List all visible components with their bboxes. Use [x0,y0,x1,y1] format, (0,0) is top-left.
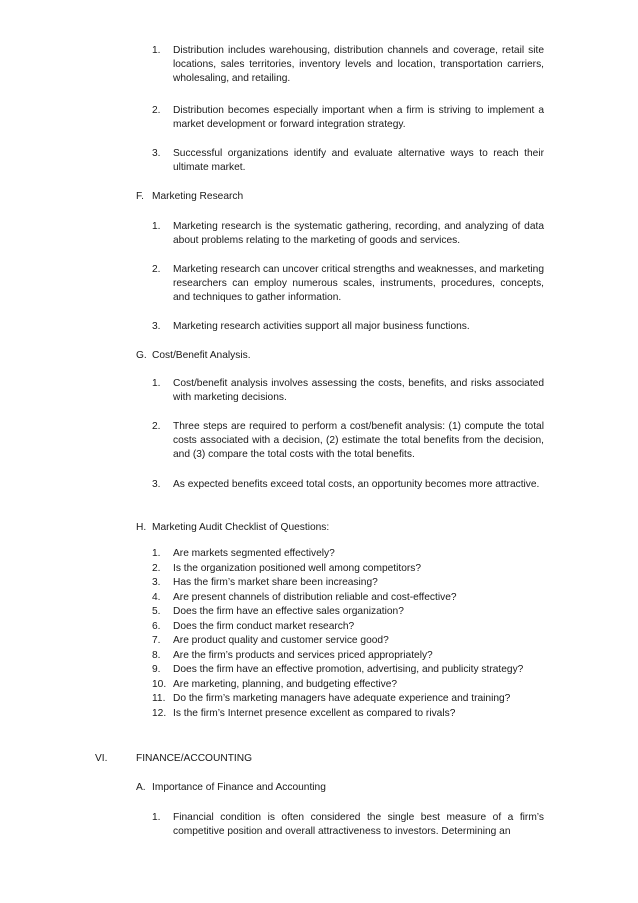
item-number: 1. [152,221,161,232]
item-number: 1. [152,548,161,559]
section-heading-f [136,190,243,204]
section-heading-g [136,349,251,363]
checklist-row [152,562,552,577]
item-number: 3. [152,479,161,490]
item-number: 2. [152,264,161,275]
item-number: 6. [152,620,161,632]
section-letter: G. [136,350,147,361]
item-text: Marketing research is the systematic gathering, recording, and analyzing of data about problems relating to the marketing of goods and services. [173,221,544,247]
item-number: 2. [152,421,161,432]
item-number: 2. [152,562,161,574]
item-number: 1. [152,812,161,823]
item-number: 5. [152,606,161,617]
item-number: 3. [152,577,161,588]
checklist-row [152,547,552,562]
section-title: Importance of Finance and Accounting [152,782,326,793]
list-item [152,220,544,248]
audit-checklist [152,547,552,721]
checklist-row [152,634,552,649]
checklist-row [152,576,552,591]
list-item [152,263,544,306]
section-heading-a [136,781,326,795]
section-heading-vi [95,752,252,766]
item-number: 3. [152,321,161,332]
item-text: Cost/benefit analysis involves assessing the costs, benefits, and risks associated with marketing decisions. [173,378,544,404]
item-text: Financial condition is often considered the single best measure of a firm’s competitive position and overall attractiveness to investors. Determining an [173,812,544,838]
item-number: 12. [152,707,167,719]
item-number: 1. [152,378,161,389]
checklist-row [152,605,552,620]
section-title: Cost/Benefit Analysis. [152,350,251,361]
item-text: Is the firm’s Internet presence excellent as compared to rivals? [173,707,456,719]
item-text: Is the organization positioned well among competitors? [173,562,422,574]
list-item [152,44,544,87]
section-title: Marketing Audit Checklist of Questions: [152,522,330,533]
list-item [152,104,544,132]
item-text: Successful organizations identify and evaluate alternative ways to reach their ultimate market. [173,148,544,174]
checklist-row [152,649,552,664]
list-item [152,320,544,334]
item-number: 9. [152,664,161,675]
item-number: 3. [152,148,161,159]
checklist-row [152,591,552,606]
item-number: 8. [152,649,161,661]
item-text: Three steps are required to perform a cost/benefit analysis: (1) compute the total costs associated with a decision, (2) estimate the total benefits from the decision, and (3) compare the total costs with the total benefits. [173,421,544,461]
item-text: Marketing research can uncover critical strengths and weaknesses, and marketing researchers can employ numerous scales, instruments, procedures, concepts, and techniques to gather information. [173,264,544,304]
section-title: Marketing Research [152,191,244,202]
section-title: FINANCE/ACCOUNTING [136,753,253,764]
list-item [152,420,544,463]
item-text: Marketing research activities support all major business functions. [173,321,470,332]
item-number: 4. [152,591,161,603]
list-item [152,147,544,175]
item-number: 11. [152,693,166,704]
section-letter: A. [136,782,146,793]
item-number: 2. [152,105,161,116]
item-text: Does the firm have an effective sales organization? [173,606,404,617]
item-text: Does the firm have an effective promotion, advertising, and publicity strategy? [173,664,524,675]
item-text: Are product quality and customer service good? [173,635,389,646]
section-letter: F. [136,191,144,202]
item-text: As expected benefits exceed total costs, an opportunity becomes more attractive. [173,479,540,490]
list-item [152,478,544,492]
item-text: Are marketing, planning, and budgeting effective? [173,678,398,690]
item-text: Are markets segmented effectively? [173,548,335,559]
checklist-row [152,707,552,722]
list-item [152,811,544,839]
checklist-row [152,678,552,693]
item-text: Has the firm’s market share been increasing? [173,577,378,588]
list-item [152,377,544,405]
item-text: Do the firm’s marketing managers have adequate experience and training? [173,693,511,704]
item-number: 1. [152,45,161,56]
section-heading-h [136,521,329,535]
checklist-row [152,692,552,707]
section-numeral: VI. [95,753,108,764]
checklist-row [152,663,552,678]
item-number: 10. [152,678,167,690]
item-number: 7. [152,635,161,646]
section-letter: H. [136,522,147,533]
item-text: Are the firm’s products and services priced appropriately? [173,649,433,661]
item-text: Distribution includes warehousing, distribution channels and coverage, retail site locations, sales territories, inventory levels and location, transportation carriers, wholesaling, and retailing. [173,45,544,85]
item-text: Distribution becomes especially important when a firm is striving to implement a market development or forward integration strategy. [173,105,544,131]
item-text: Does the firm conduct market research? [173,620,355,632]
checklist-row [152,620,552,635]
item-text: Are present channels of distribution reliable and cost-effective? [173,591,457,603]
